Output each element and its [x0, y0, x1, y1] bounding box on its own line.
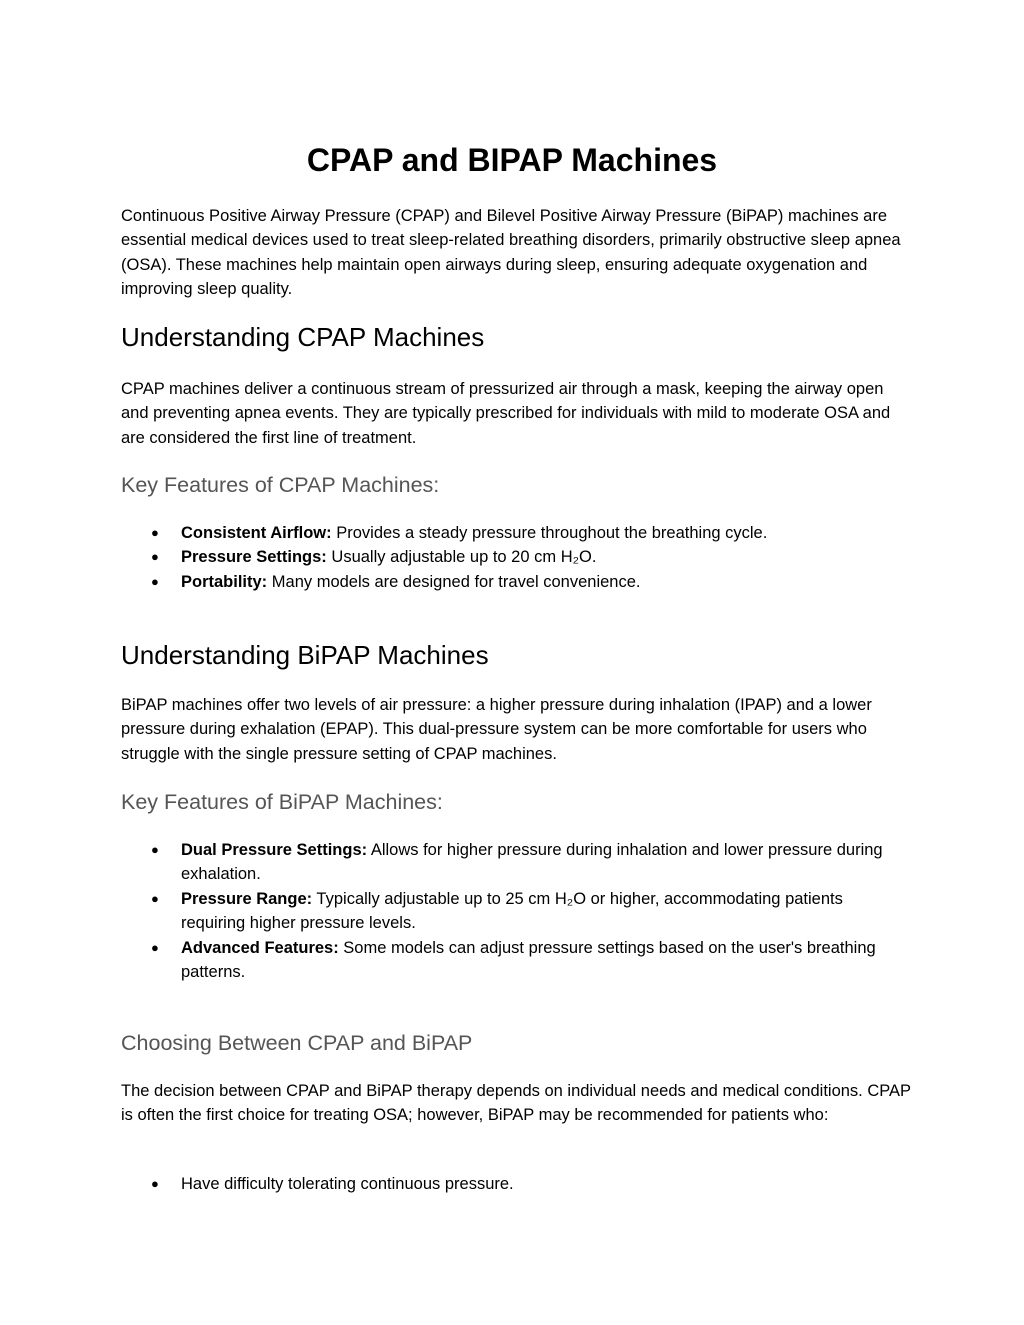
cpap-paragraph: CPAP machines deliver a continuous stream of pressurized air through a mask, keeping the airway open and preventing apnea events. They are typically prescribed for individuals with mild to moderate OSA and are considered the first line of treatment. [121, 380, 891, 447]
cpap-features-list [121, 521, 911, 594]
bipap-features-heading: Key Features of BiPAP Machines: [121, 790, 443, 814]
list-item [121, 545, 911, 569]
choosing-paragraph: The decision between CPAP and BiPAP therapy depends on individual needs and medical conditions. CPAP is often the first choice for treating OSA; however, BiPAP may be recommended for patients who: [121, 1082, 911, 1125]
bullet-icon: ● [151, 890, 159, 906]
list-item-text: Have difficulty tolerating continuous pressure. [181, 1175, 514, 1193]
bullet-icon: ● [151, 573, 159, 589]
feature-term: Pressure Range: [181, 889, 313, 908]
feature-text: Provides a steady pressure throughout the breathing cycle. [331, 524, 768, 542]
list-item [121, 1172, 911, 1196]
bullet-icon: ● [151, 1176, 159, 1191]
list-item [121, 887, 911, 936]
feature-term: Dual Pressure Settings: [181, 841, 368, 859]
choosing-heading: Choosing Between CPAP and BiPAP [121, 1031, 473, 1055]
document-title: CPAP and BIPAP Machines [306, 142, 718, 178]
bullet-icon: ● [151, 549, 159, 565]
bullet-icon: ● [151, 939, 159, 955]
cpap-features-heading: Key Features of CPAP Machines: [121, 473, 440, 497]
cpap-heading: Understanding CPAP Machines [121, 322, 485, 352]
feature-text: Usually adjustable up to 20 cm H₂O. [326, 548, 597, 567]
list-item [121, 838, 911, 887]
feature-text: Some models can adjust pressure settings based on the user's breathing patterns. [181, 938, 876, 982]
list-item [121, 521, 911, 545]
feature-text: Many models are designed for travel convenience. [267, 572, 641, 591]
choosing-list [121, 1172, 911, 1196]
feature-term: Advanced Features: [181, 938, 339, 957]
feature-text: Allows for higher pressure during inhalation and lower pressure during exhalation. [181, 841, 883, 884]
feature-term: Consistent Airflow: [181, 524, 332, 542]
bullet-icon: ● [151, 525, 159, 540]
intro-paragraph: Continuous Positive Airway Pressure (CPAP) and Bilevel Positive Airway Pressure (BiPAP) machines are essential medical devices used to treat sleep-related breathing disorders, primarily obstructive sleep apnea (OSA). These machines help maintain open airways during sleep, ensuring adequate oxygenation and improving sleep quality. [121, 207, 901, 299]
feature-text: Typically adjustable up to 25 cm H₂O or higher, accommodating patients requiring higher pressure levels. [181, 889, 843, 933]
list-item [121, 570, 911, 594]
bullet-icon: ● [151, 842, 159, 857]
feature-term: Portability: [181, 572, 268, 591]
bipap-heading: Understanding BiPAP Machines [121, 640, 489, 670]
bipap-features-list [121, 838, 911, 984]
list-item [121, 936, 911, 985]
feature-term: Pressure Settings: [181, 548, 327, 567]
bipap-paragraph: BiPAP machines offer two levels of air pressure: a higher pressure during inhalation (IPAP) and a lower pressure during exhalation (EPAP). This dual-pressure system can be more comfortable for users who struggle with the single pressure setting of CPAP machines. [121, 696, 872, 763]
